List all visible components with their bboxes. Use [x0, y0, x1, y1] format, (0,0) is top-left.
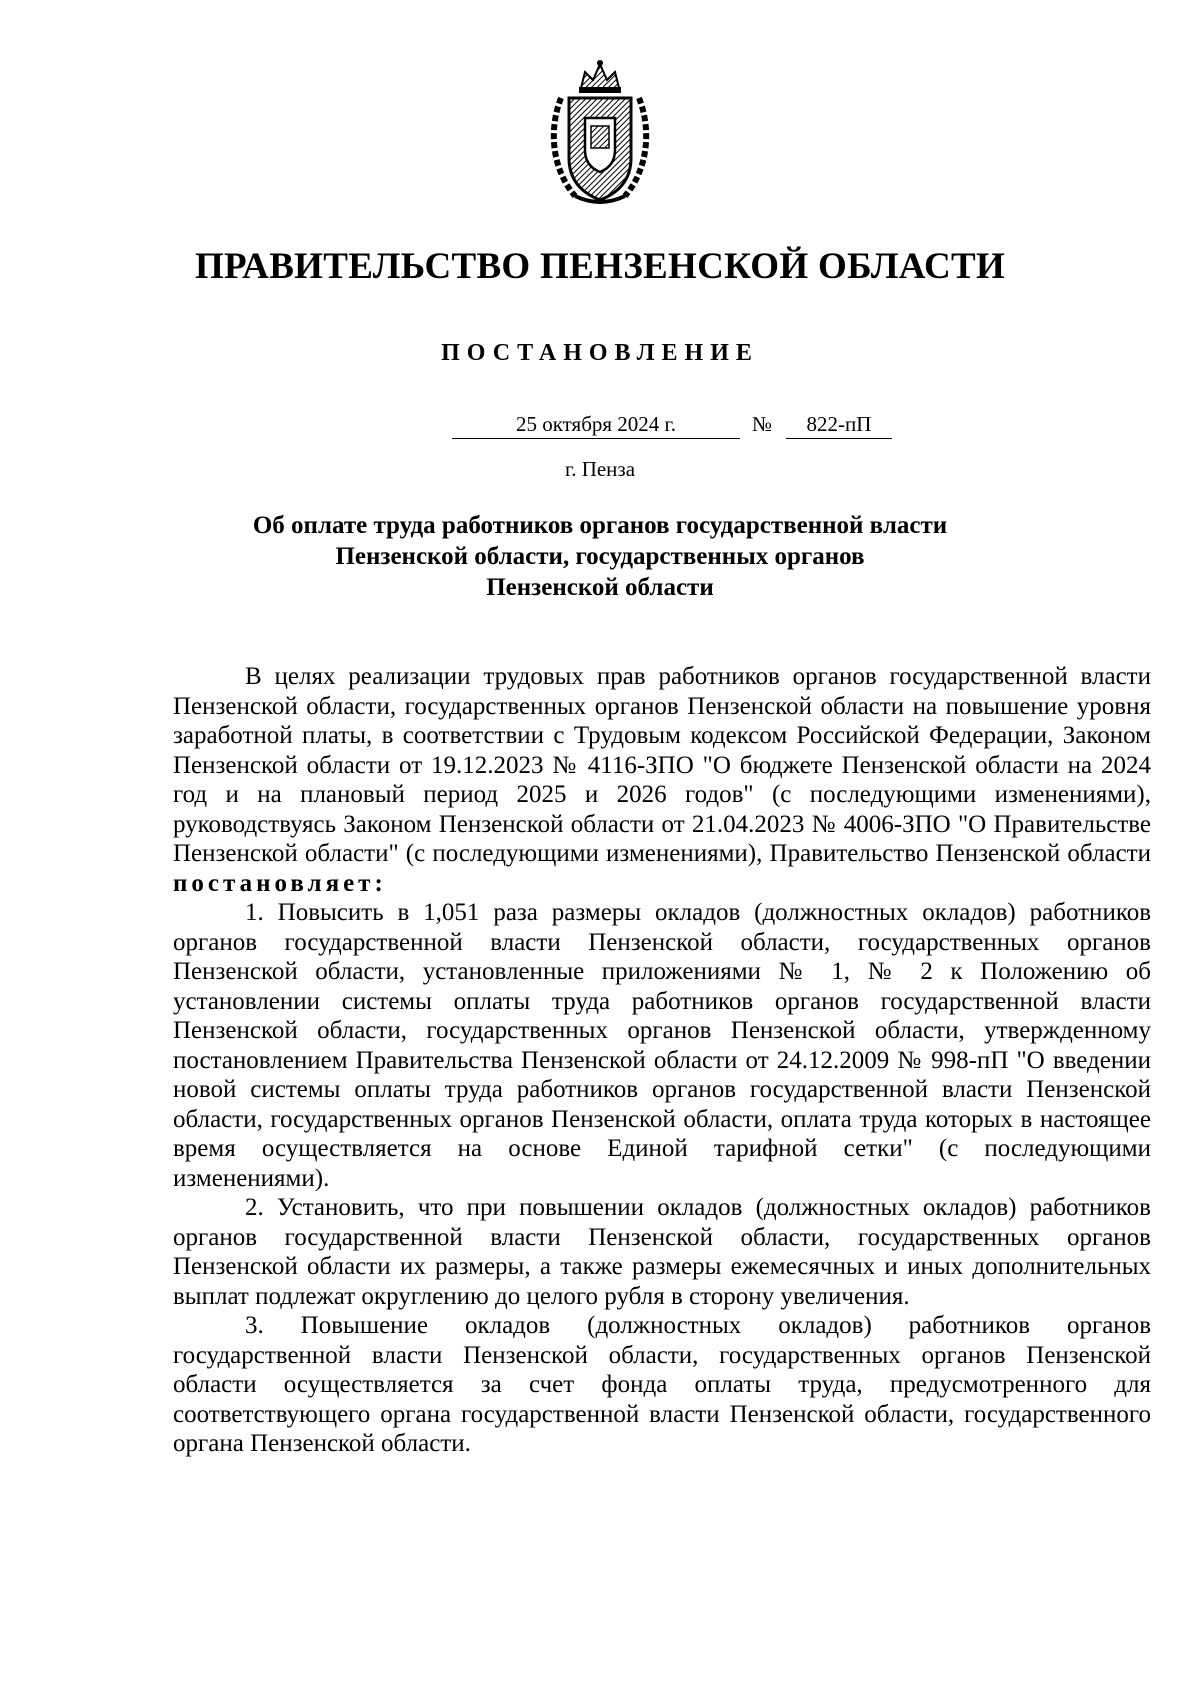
decree-number: 822-пП [786, 410, 892, 439]
document-title [230, 510, 970, 603]
resolves-word: постановляет: [173, 869, 387, 897]
preamble-text: В целях реализации трудовых прав работников органов государственной власти Пензенской области, государственных органов Пензенской области на повышение уровня заработной платы, в соответствии с Трудовым кодексом Российской Федерации, Законом Пензенской области от 19.12.2023 № 4116-ЗПО "О бюджете Пензенской области на 2024 год и на плановый период 2025 и 2026 годов" (с последующими изменениями), руководствуясь Законом Пензенской области от 21.04.2023 № 4006-ЗПО "О Правительстве Пензенской области" (с последующими изменениями), Правительство Пензенской области [173, 663, 1151, 867]
city: г. Пенза [564, 457, 636, 481]
title-line-3: Пензенской области [486, 574, 714, 601]
coat-of-arms-icon [541, 58, 659, 208]
item-1: 1. Повысить в 1,051 раза размеры окладов (должностных окладов) работников органов государственной власти Пензенской области, государственных органов Пензенской области, установленные приложениями № 1, № 2 к Положению об установлении системы оплаты труда работников органов государственной власти Пензенской области, государственных органов Пензенской области, утвержденному постановлением Правительства Пензенской области от 24.12.2009 № 998-пП "О введении новой системы оплаты труда работников органов государственной власти Пензенской области, государственных органов Пензенской области, оплата труда которых в настоящее время осуществляется на основе Единой тарифной сетки" (с последующими изменениями). [173, 899, 1151, 1192]
title-line-2: Пензенской области, государственных органов [335, 543, 865, 570]
document-body [173, 662, 1151, 1459]
date-number-line [452, 410, 892, 440]
item-2: 2. Установить, что при повышении окладов (должностных окладов) работников органов государственной власти Пензенской области, государственных органов Пензенской области их размеры, а также размеры ежемесячных и иных дополнительных выплат подлежат округлению до целого рубля в сторону увеличения. [173, 1194, 1151, 1310]
document-type: ПОСТАНОВЛЕНИЕ [441, 340, 759, 366]
decree-date: 25 октября 2024 г. [452, 410, 740, 439]
preamble-paragraph [173, 662, 1151, 898]
item-3: 3. Повышение окладов (должностных окладов) работников органов государственной власти Пензенской области, государственных органов Пензенской области осуществляется за счет фонда оплаты труда, предусмотренного для соответствующего органа государственной власти Пензенской области, государственного органа Пензенской области. [173, 1312, 1151, 1457]
government-name: ПРАВИТЕЛЬСТВО ПЕНЗЕНСКОЙ ОБЛАСТИ [194, 246, 1006, 287]
number-sign: № [752, 412, 773, 436]
title-line-1: Об оплате труда работников органов государственной власти [252, 512, 948, 539]
